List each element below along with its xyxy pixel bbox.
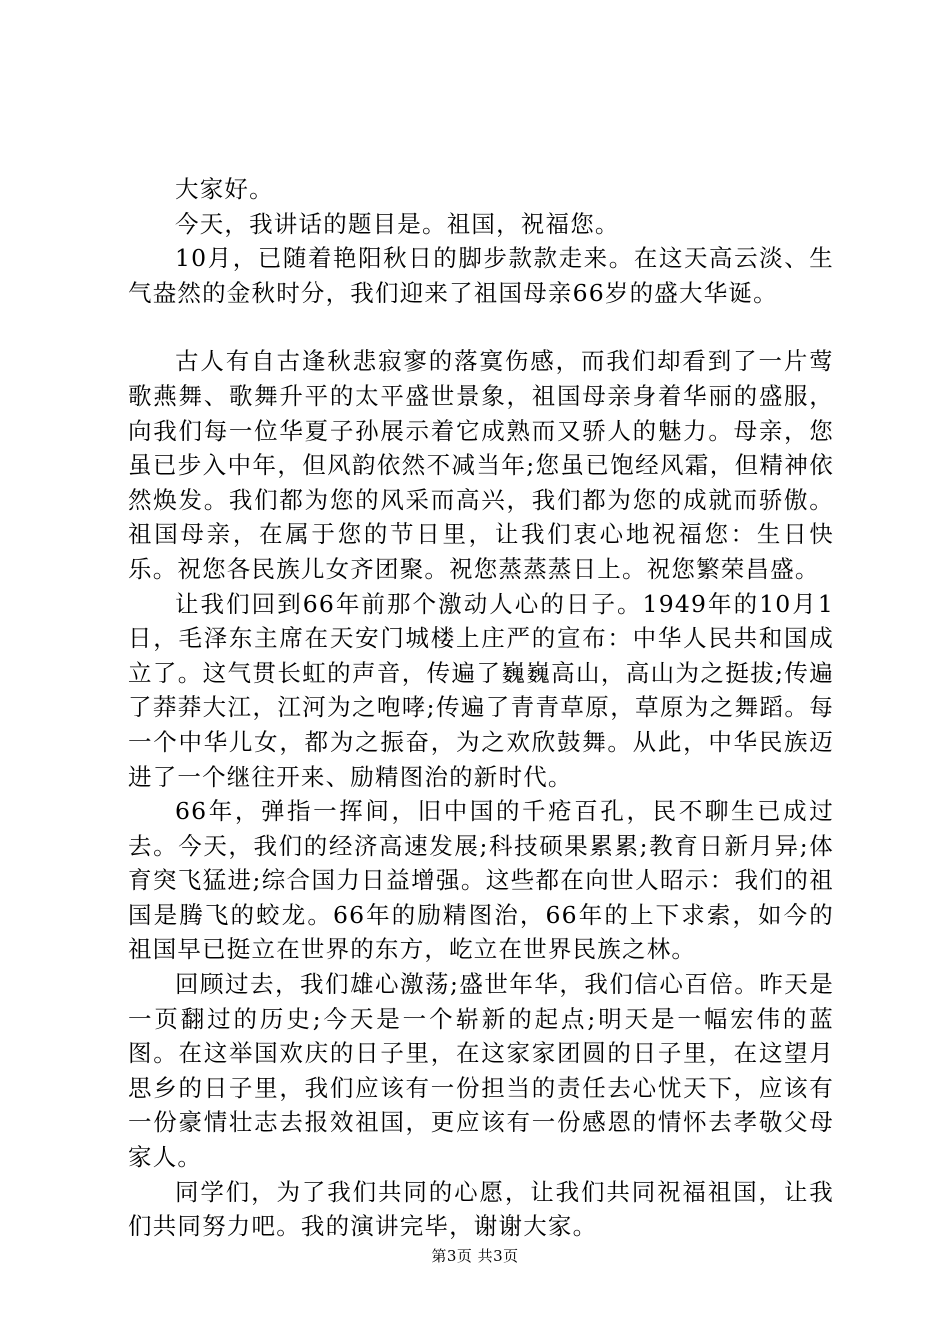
paragraph-review: 回顾过去，我们雄心激荡;盛世年华，我们信心百倍。昨天是一页翻过的历史;今天是一个崭新的起点;明天是一幅宏伟的蓝图。在这举国欢庆的日子里，在这家家团圆的日子里，在这望月思乡的日子里，我们应该有一份担当的责任去心忧天下，应该有一份豪情壮志去报效祖国，更应该有一份感恩的情怀去孝敬父母家人。 — [128, 970, 834, 1172]
paragraph-topic: 今天，我讲话的题目是。祖国，祝福您。 — [175, 209, 620, 238]
paragraph-autumn-blessing: 古人有自古逢秋悲寂寥的落寞伤感，而我们却看到了一片莺歌燕舞、歌舞升平的太平盛世景象，祖国母亲身着华丽的盛服，向我们每一位华夏子孙展示着它成熟而又骄人的魅力。母亲，您虽已步入中年，但风韵依然不减当年;您虽已饱经风霜，但精神依然焕发。我们都为您的风采而高兴，我们都为您的成就而骄傲。祖国母亲，在属于您的节日里，让我们衷心地祝福您：生日快乐。祝您各民族儿女齐团聚。祝您蒸蒸蒸日上。祝您繁荣昌盛。 — [128, 347, 834, 583]
paragraph-greeting: 大家好。 — [175, 175, 274, 203]
page-footer — [0, 1246, 950, 1266]
page-number: 第3页 共3页 — [431, 1247, 519, 1265]
paragraph-closing: 同学们，为了我们共同的心愿，让我们共同祝福祖国，让我们共同努力吧。我的演讲完毕，谢谢大家。 — [128, 1177, 834, 1241]
paragraph-october: 10月，已随着艳阳秋日的脚步款款走来。在这天高云淡、生气盎然的金秋时分，我们迎来了祖国母亲66岁的盛大华诞。 — [128, 244, 834, 307]
paragraph-development: 66年，弹指一挥间，旧中国的千疮百孔，民不聊生已成过去。今天，我们的经济高速发展;科技硕果累累;教育日新月异;体育突飞猛进;综合国力日益增强。这些都在向世人昭示：我们的祖国是腾飞的蛟龙。66年的励精图治，66年的上下求索，如今的祖国早已挺立在世界的东方，屹立在世界民族之林。 — [128, 797, 834, 964]
speech-body — [128, 172, 834, 1244]
paragraph-founding-day: 让我们回到66年前那个激动人心的日子。1949年的10月1日，毛泽东主席在天安门城楼上庄严的宣布：中华人民共和国成立了。这气贯长虹的声音，传遍了巍巍高山，高山为之挺拔;传遍了莽莽大江，江河为之咆哮;传遍了青青草原，草原为之舞蹈。每一个中华儿女，都为之振奋，为之欢欣鼓舞。从此，中华民族迈进了一个继往开来、励精图治的新时代。 — [128, 589, 834, 791]
